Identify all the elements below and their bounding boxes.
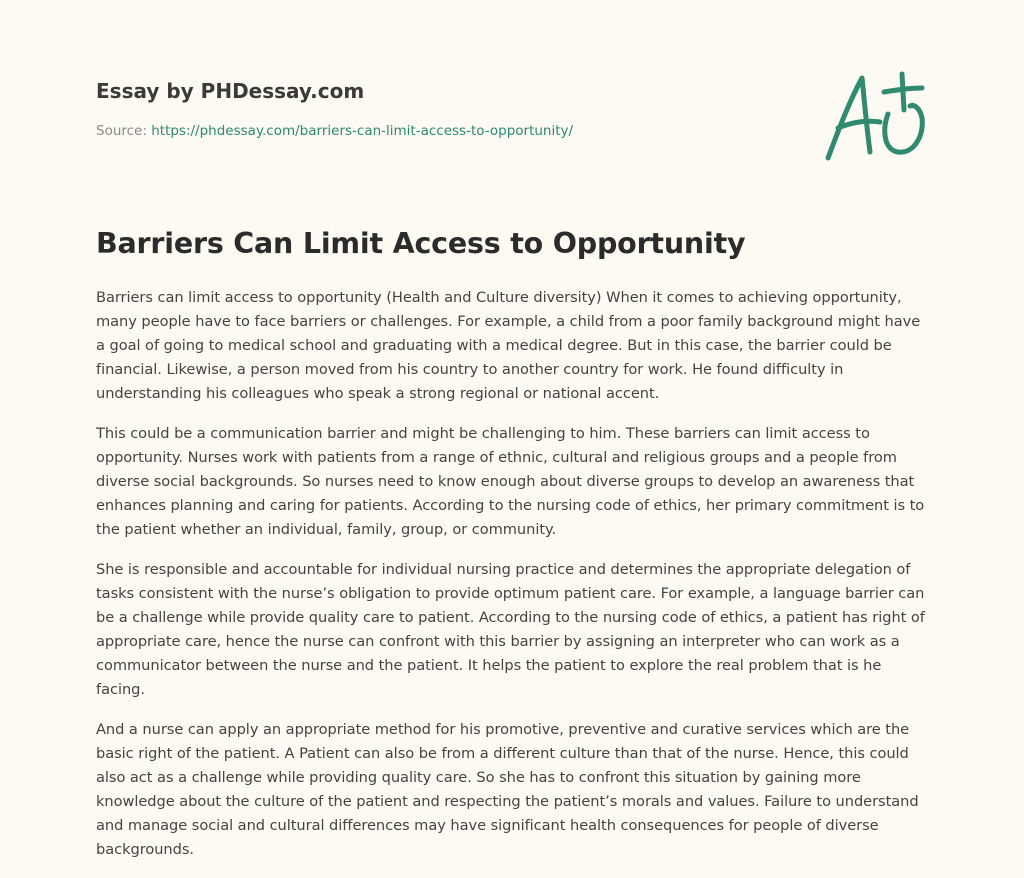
site-header: [96, 78, 796, 140]
essay-paragraph: She is responsible and accountable for individual nursing practice and determines the appropriate delegation of tasks consistent with the nurse’s obligation to provide optimum patient care. For example, a language barrier can be a challenge while provide quality care to patient. According to the nursing code of ethics, a patient has right of appropriate care, hence the nurse can confront with this barrier by assigning an interpreter who can work as a communicator between the nurse and the patient. It helps the patient to explore the real problem that is he facing.: [96, 561, 925, 698]
site-brand: Essay by PHDessay.com: [96, 79, 365, 103]
essay-paragraph: And a nurse can apply an appropriate method for his promotive, preventive and curative services which are the basic right of the patient. A Patient can also be from a different culture than that of the nurse. Hence, this could also act as a challenge while providing quality care. So she has to confront this situation by gaining more knowledge about the culture of the patient and respecting the patient’s morals and values. Failure to understand and manage social and cultural differences may have significant health consequences for people of diverse backgrounds.: [96, 721, 919, 858]
a-plus-grade-icon: [818, 66, 934, 166]
essay-paragraph: Barriers can limit access to opportunity (Health and Culture diversity) When it comes to achieving opportunity, many people have to face barriers or challenges. For example, a child from a poor family background might have a goal of going to medical school and graduating with a medical degree. But in this case, the barrier could be financial. Likewise, a person moved from his country to another country for work. He found difficulty in understanding his colleagues who speak a strong regional or national accent.: [96, 289, 921, 402]
source-line: [96, 122, 796, 140]
source-label: Source:: [96, 123, 152, 139]
essay-body: [96, 286, 930, 878]
source-link[interactable]: https://phdessay.com/barriers-can-limit-access-to-opportunity/: [151, 123, 574, 139]
essay-paragraph: This could be a communication barrier and might be challenging to him. These barriers can limit access to opportunity. Nurses work with patients from a range of ethnic, cultural and religious groups and a people from diverse social backgrounds. So nurses need to know enough about diverse groups to develop an awareness that enhances planning and caring for patients. According to the nursing code of ethics, her primary commitment is to the patient whether an individual, family, group, or community.: [96, 425, 925, 538]
essay-title: Barriers Can Limit Access to Opportunity: [96, 227, 746, 260]
